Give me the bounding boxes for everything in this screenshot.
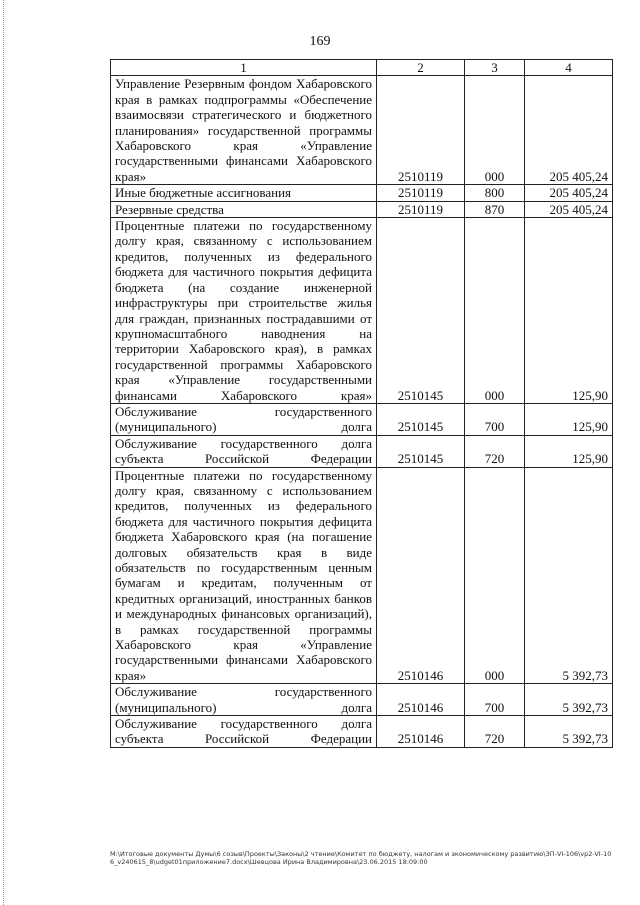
row-vr: 720 xyxy=(465,435,525,467)
budget-table xyxy=(110,59,613,748)
column-header-vr: 3 xyxy=(465,60,525,76)
row-code: 2510145 xyxy=(377,435,465,467)
table-row xyxy=(111,435,613,467)
row-sum: 5 392,73 xyxy=(525,684,613,716)
row-vr: 800 xyxy=(465,185,525,201)
row-code: 2510119 xyxy=(377,201,465,217)
row-name: Управление Резервным фондом Хабаровского края в рамках подпрограммы «Обеспечение взаимосвязи стратегического и бюджетного планирования» государственной программы Хабаровского края «Управление государственными финансами Хабаровского края» xyxy=(111,76,377,185)
row-vr: 000 xyxy=(465,76,525,185)
row-vr: 720 xyxy=(465,716,525,748)
row-name: Обслуживание государственного долга субъекта Российской Федерации xyxy=(111,435,377,467)
row-vr: 870 xyxy=(465,201,525,217)
row-sum: 5 392,73 xyxy=(525,467,613,684)
document-path-footer: М:\Итоговые документы Думы\6 созыв\Проекты\Законы\2 чтение\Комитет по бюджету, налогам и экономическому развитию\ЗП-VI-106\vp2-VI-106_v240615_8\udget01приложение7.docx\Шевцова Ирина Владимировна\23.06.2015 18:09:00 xyxy=(110,850,612,866)
page-number: 169 xyxy=(309,34,331,49)
row-sum: 125,90 xyxy=(525,403,613,435)
row-name: Резервные средства xyxy=(111,201,377,217)
row-name: Процентные платежи по государственному долгу края, связанному с использованием кредитов, полученных из федерального бюджета для частичного покрытия дефицита бюджета Хабаровского края (на погашение долговых обязательств края в виде обязательств по государственным ценным бумагам и кредитам, полученным от кредитных организаций, иностранных банков и международных финансовых организаций), в рамках государственной программы Хабаровского края «Управление государственными финансами Хабаровского края» xyxy=(111,467,377,684)
table-row xyxy=(111,185,613,201)
table-row xyxy=(111,218,613,404)
row-vr: 000 xyxy=(465,467,525,684)
table-header-row xyxy=(111,60,613,76)
row-name: Обслуживание государственного (муниципального) долга xyxy=(111,684,377,716)
row-code: 2510146 xyxy=(377,716,465,748)
row-sum: 205 405,24 xyxy=(525,185,613,201)
row-code: 2510119 xyxy=(377,76,465,185)
column-header-code: 2 xyxy=(377,60,465,76)
row-code: 2510146 xyxy=(377,467,465,684)
column-header-name: 1 xyxy=(111,60,377,76)
row-sum: 5 392,73 xyxy=(525,716,613,748)
row-vr: 700 xyxy=(465,684,525,716)
table-row xyxy=(111,76,613,185)
row-code: 2510145 xyxy=(377,403,465,435)
row-sum: 125,90 xyxy=(525,218,613,404)
table-row xyxy=(111,716,613,748)
row-name: Процентные платежи по государственному долгу края, связанному с использованием кредитов, полученных из федерального бюджета для частичного покрытия дефицита бюджета (на создание инженерной инфраструктуры при строительстве жилья для граждан, признанных пострадавшими от крупномасштабного наводнения на территории Хабаровского края), в рамках государственной программы Хабаровского края «Управление государственными финансами Хабаровского края» xyxy=(111,218,377,404)
row-sum: 125,90 xyxy=(525,435,613,467)
row-sum: 205 405,24 xyxy=(525,76,613,185)
row-vr: 000 xyxy=(465,218,525,404)
scan-edge xyxy=(3,0,5,905)
row-code: 2510145 xyxy=(377,218,465,404)
row-sum: 205 405,24 xyxy=(525,201,613,217)
row-vr: 700 xyxy=(465,403,525,435)
row-name: Обслуживание государственного долга субъекта Российской Федерации xyxy=(111,716,377,748)
table-row xyxy=(111,684,613,716)
row-code: 2510146 xyxy=(377,684,465,716)
table-row xyxy=(111,467,613,684)
table-row xyxy=(111,403,613,435)
column-header-sum: 4 xyxy=(525,60,613,76)
row-name: Иные бюджетные ассигнования xyxy=(111,185,377,201)
table-row xyxy=(111,201,613,217)
row-code: 2510119 xyxy=(377,185,465,201)
row-name: Обслуживание государственного (муниципального) долга xyxy=(111,403,377,435)
